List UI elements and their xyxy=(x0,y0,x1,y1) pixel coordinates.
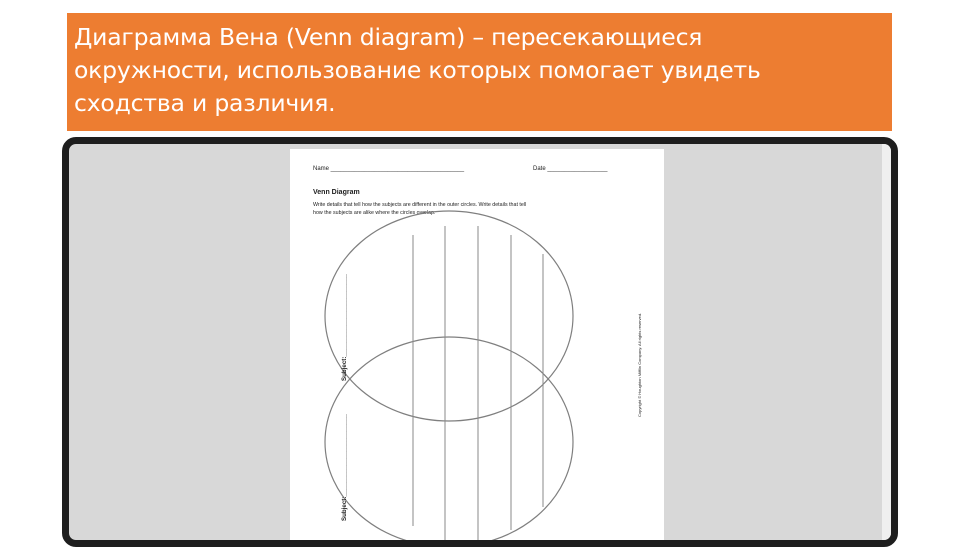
banner-text: Диаграмма Вена (Venn diagram) – пересекающиеся окружности, использование которых помогает увидеть сходства и различия. xyxy=(74,23,761,117)
frame-edge-strip xyxy=(882,144,891,540)
date-label: Date __________________ xyxy=(533,166,608,172)
upper-circle xyxy=(325,211,573,421)
lower-circle xyxy=(325,337,573,547)
venn-diagram xyxy=(325,211,573,547)
copyright-text: Copyright © Houghton Mifflin Company. All rights reserved. xyxy=(637,312,642,417)
venn-worksheet xyxy=(290,149,664,547)
subject-label-lower: Subject:________________________ xyxy=(341,414,348,521)
instructions-line-1: Write details that tell how the subjects are different in the outer circles. Write details that tell xyxy=(313,202,527,208)
writing-lines xyxy=(413,226,543,541)
title-banner xyxy=(67,13,892,131)
subject-label-upper: Subject:________________________ xyxy=(341,274,348,381)
name-label: Name ________________________________________ xyxy=(313,166,465,172)
instructions-line-2: how the subjects are alike where the circles overlap. xyxy=(313,210,436,216)
worksheet-drawing xyxy=(290,149,664,547)
worksheet-title: Venn Diagram xyxy=(313,189,360,196)
image-frame xyxy=(62,137,898,547)
